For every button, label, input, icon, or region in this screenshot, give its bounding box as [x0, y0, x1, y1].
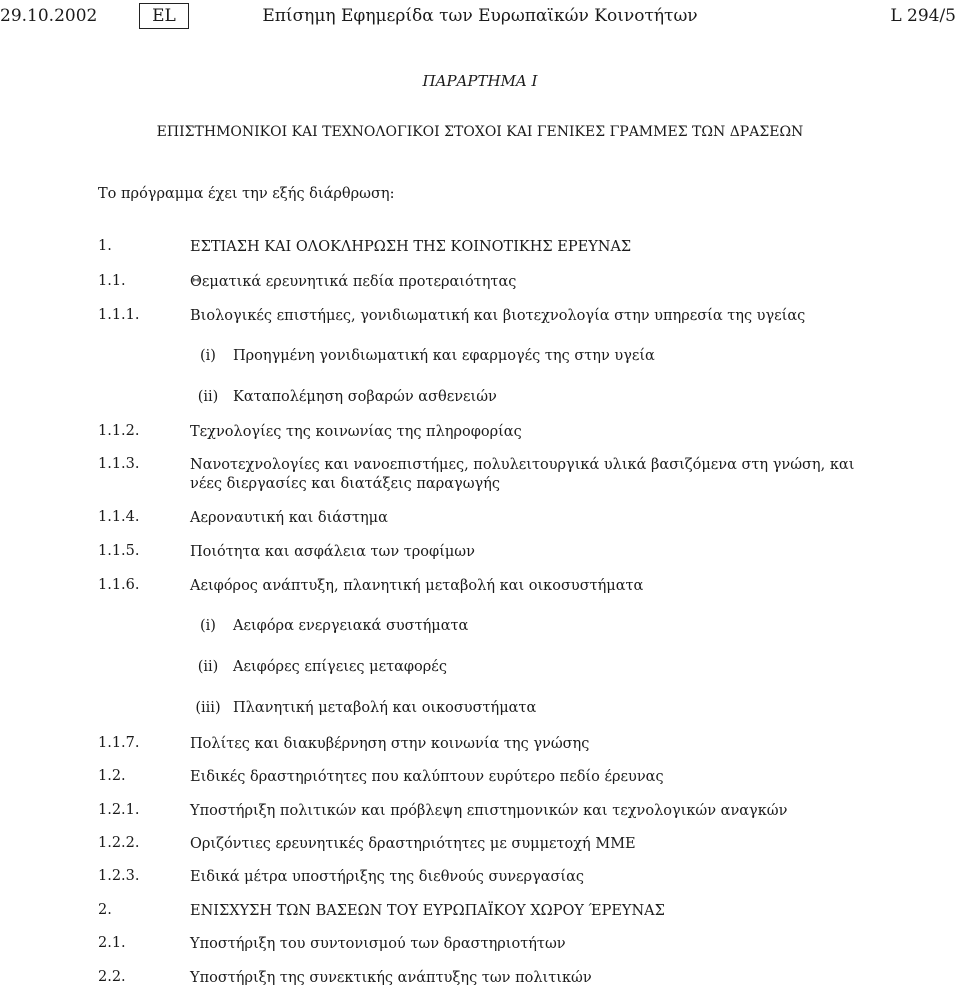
- page-header: [0, 3, 960, 29]
- item-number: 1.2.3.: [98, 868, 140, 884]
- main-title: ΕΠΙΣΤΗΜΟΝΙΚΟΙ ΚΑΙ ΤΕΧΝΟΛΟΓΙΚΟΙ ΣΤΟΧΟΙ ΚΑΙ ΓΕΝΙΚΕΣ ΓΡΑΜΜΕΣ ΤΩΝ ΔΡΑΣΕΩΝ: [156, 124, 804, 140]
- sub-item-text: Αειφόρα ενεργειακά συστήματα: [233, 618, 469, 634]
- sub-item-number: (ii): [197, 659, 219, 675]
- item-text: Βιολογικές επιστήμες, γονιδιωματική και βιοτεχνολογία στην υπηρεσία της υγείας: [190, 308, 806, 324]
- item-number: 1.1.: [98, 273, 126, 289]
- intro-text: Το πρόγραμμα έχει την εξής διάρθρωση:: [98, 186, 395, 202]
- sub-item-number: (i): [200, 348, 216, 364]
- header-date: 29.10.2002: [0, 6, 98, 26]
- item-text: ΕΣΤΙΑΣΗ ΚΑΙ ΟΛΟΚΛΗΡΩΣΗ ΤΗΣ ΚΟΙΝΟΤΙΚΗΣ ΕΡΕΥΝΑΣ: [190, 239, 632, 255]
- item-text: Οριζόντιες ερευνητικές δραστηριότητες με συμμετοχή ΜΜΕ: [190, 836, 636, 852]
- item-number: 1.1.3.: [98, 456, 140, 472]
- sub-item-text: Αειφόρες επίγειες μεταφορές: [233, 659, 447, 675]
- journal-title: Επίσημη Εφημερίδα των Ευρωπαϊκών Κοινοτήτων: [262, 6, 698, 26]
- item-number: 1.2.2.: [98, 835, 140, 851]
- item-text: Ποιότητα και ασφάλεια των τροφίμων: [190, 544, 475, 560]
- item-text: Αεροναυτική και διάστημα: [190, 510, 388, 526]
- item-number: 2.1.: [98, 935, 126, 951]
- item-text: Υποστήριξη του συντονισμού των δραστηριοτήτων: [190, 936, 566, 952]
- item-text: Τεχνολογίες της κοινωνίας της πληροφορίας: [190, 424, 522, 440]
- language-code-box: EL: [139, 3, 189, 29]
- item-text: ΕΝΙΣΧΥΣΗ ΤΩΝ ΒΑΣΕΩΝ ΤΟΥ ΕΥΡΩΠΑΪΚΟΥ ΧΩΡΟΥ ΈΡΕΥΝΑΣ: [190, 903, 665, 919]
- item-number: 1.: [98, 238, 112, 254]
- item-number: 1.1.2.: [98, 423, 140, 439]
- item-number: 1.1.7.: [98, 735, 140, 751]
- sub-item-number: (i): [200, 618, 216, 634]
- item-number: 1.1.4.: [98, 509, 140, 525]
- item-text: Υποστήριξη της συνεκτικής ανάπτυξης των πολιτικών: [190, 970, 592, 986]
- item-number: 1.2.: [98, 768, 126, 784]
- item-text: Πολίτες και διακυβέρνηση στην κοινωνία της γνώσης: [190, 736, 590, 752]
- item-number: 1.1.1.: [98, 307, 140, 323]
- annex-title: ΠΑΡΑΡΤΗΜΑ Ι: [422, 72, 538, 90]
- item-text: Ειδικά μέτρα υποστήριξης της διεθνούς συνεργασίας: [190, 869, 585, 885]
- sub-item-text: Προηγμένη γονιδιωματική και εφαρμογές της στην υγεία: [233, 348, 655, 364]
- sub-item-text: Πλανητική μεταβολή και οικοσυστήματα: [233, 700, 537, 716]
- item-number: 1.1.6.: [98, 577, 140, 593]
- item-number: 1.1.5.: [98, 543, 140, 559]
- item-text: Ειδικές δραστηριότητες που καλύπτουν ευρύτερο πεδίο έρευνας: [190, 769, 664, 785]
- sub-item-number: (iii): [195, 700, 221, 716]
- item-number: 1.2.1.: [98, 802, 140, 818]
- item-number: 2.: [98, 902, 112, 918]
- item-text: Νανοτεχνολογίες και νανοεπιστήμες, πολυλειτουργικά υλικά βασιζόμενα στη γνώση, και νέες διεργασίες και διατάξεις παραγωγής: [190, 457, 855, 492]
- sub-item-number: (ii): [197, 389, 219, 405]
- sub-item-text: Καταπολέμηση σοβαρών ασθενειών: [233, 389, 497, 405]
- item-text: Υποστήριξη πολιτικών και πρόβλεψη επιστημονικών και τεχνολογικών αναγκών: [190, 803, 788, 819]
- page-reference: L 294/5: [890, 6, 956, 26]
- item-text: Αειφόρος ανάπτυξη, πλανητική μεταβολή και οικοσυστήματα: [190, 578, 644, 594]
- item-text: Θεματικά ερευνητικά πεδία προτεραιότητας: [190, 274, 517, 290]
- item-number: 2.2.: [98, 969, 126, 985]
